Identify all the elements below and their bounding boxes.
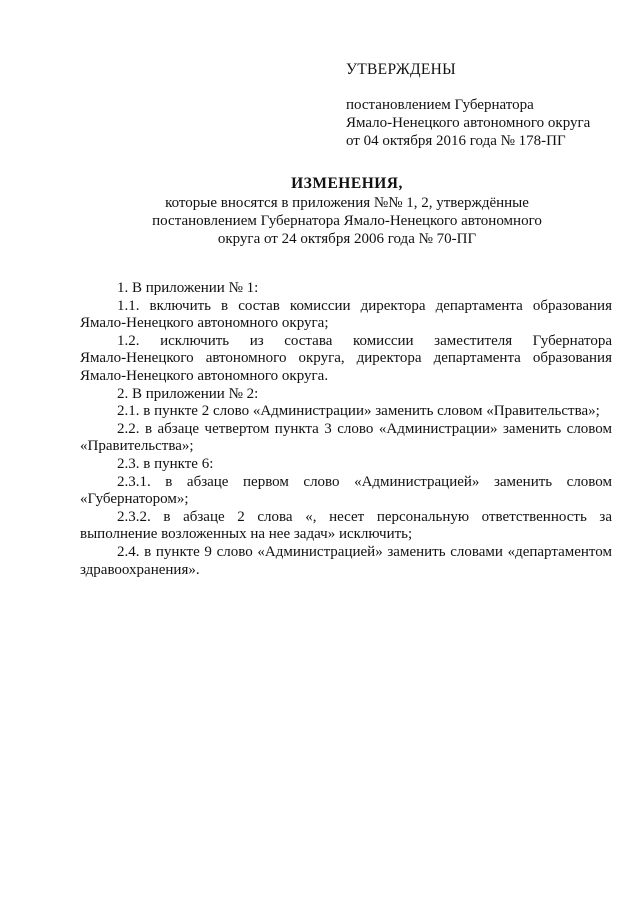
paragraph-2-3-1-line: «Губернатором»;	[80, 491, 189, 508]
approval-line: постановлением Губернатора	[346, 97, 534, 113]
approval-block	[346, 60, 616, 150]
document-heading	[60, 174, 634, 248]
paragraph-1: 1. В приложении № 1:	[117, 280, 259, 296]
paragraph-2-3-2-line: 2.3.2. в абзаце 2 слова «, несет персональную ответственность за	[117, 508, 612, 525]
approval-title: УТВЕРЖДЕНЫ	[346, 61, 456, 78]
heading-line: которые вносятся в приложения №№ 1, 2, утверждённые	[165, 195, 529, 211]
heading-line: постановлением Губернатора Ямало-Ненецкого автономного	[152, 213, 542, 229]
paragraph-2-3: 2.3. в пункте 6:	[117, 455, 214, 472]
paragraph-1-1-line: 1.1. включить в состав комиссии директора департамента образования	[117, 297, 612, 314]
heading-title: ИЗМЕНЕНИЯ,	[291, 175, 403, 192]
paragraph-1-1-line: Ямало-Ненецкого автономного округа;	[80, 315, 329, 332]
paragraph-2-1: 2.1. в пункте 2 слово «Администрации» заменить словом «Правительства»;	[117, 403, 600, 420]
paragraph-2-3-2-line: выполнение возложенных на нее задач» исключить;	[80, 526, 413, 543]
document-body	[80, 280, 612, 579]
paragraph-1-2-line: Ямало-Ненецкого автономного округа.	[80, 367, 329, 384]
paragraph-2: 2. В приложении № 2:	[117, 385, 259, 402]
paragraph-1-2-line: 1.2. исключить из состава комиссии заместителя Губернатора	[117, 332, 612, 349]
approval-line: Ямало-Ненецкого автономного округа	[346, 115, 591, 131]
paragraph-1-2-line: Ямало-Ненецкого автономного округа, директора департамента образования	[80, 350, 612, 367]
paragraph-2-4-line: 2.4. в пункте 9 слово «Администрацией» заменить словами «департаментом	[117, 543, 612, 560]
approval-line: от 04 октября 2016 года № 178-ПГ	[346, 133, 566, 149]
paragraph-2-2-line: «Правительства»;	[80, 438, 194, 455]
paragraph-2-3-1-line: 2.3.1. в абзаце первом слово «Администрацией» заменить словом	[117, 473, 612, 490]
paragraph-2-2-line: 2.2. в абзаце четвертом пункта 3 слово «Администрации» заменить словом	[117, 420, 612, 437]
paragraph-2-4-line: здравоохранения».	[80, 561, 200, 578]
heading-line: округа от 24 октября 2006 года № 70-ПГ	[217, 231, 477, 247]
